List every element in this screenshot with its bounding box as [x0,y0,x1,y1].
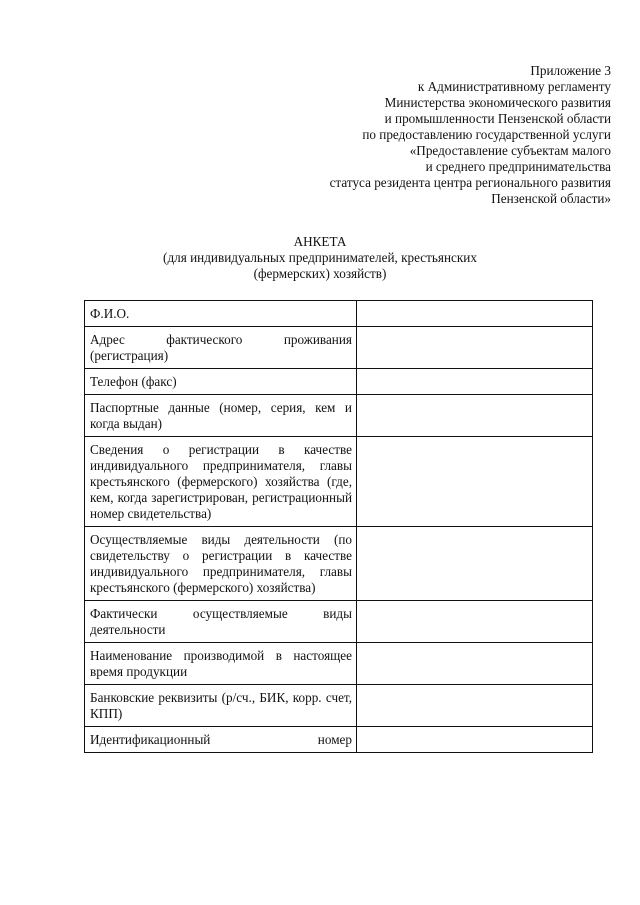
table-row [85,643,593,685]
field-value-registration-info[interactable] [357,437,593,527]
field-value-identification-number[interactable] [357,727,593,753]
field-label-address: Адрес фактического проживания (регистрация) [85,327,357,369]
appendix-line: по предоставлению государственной услуги [362,127,611,142]
questionnaire-table [84,300,593,753]
field-value-full-name[interactable] [357,301,593,327]
table-row [85,601,593,643]
table-row [85,727,593,753]
field-label-actual-activities: Фактически осуществляемые виды деятельности [85,601,357,643]
appendix-line: Приложение 3 [530,63,611,78]
appendix-line: и промышленности Пензенской области [384,111,611,126]
field-value-passport[interactable] [357,395,593,437]
field-value-phone[interactable] [357,369,593,395]
field-label-passport: Паспортные данные (номер, серия, кем и когда выдан) [85,395,357,437]
appendix-line: и среднего предпринимательства [425,159,611,174]
appendix-header [330,63,611,207]
appendix-line: к Административному регламенту [417,79,611,94]
form-title: АНКЕТА [293,234,347,249]
table-row [85,327,593,369]
field-label-declared-activities: Осуществляемые виды деятельности (по свидетельству о регистрации в качестве индивидуального предпринимателя, главы крестьянского (фермерского) хозяйства) [85,527,357,601]
field-label-products: Наименование производимой в настоящее время продукции [85,643,357,685]
form-subtitle-line-2: (фермерских) хозяйств) [253,266,387,281]
field-value-products[interactable] [357,643,593,685]
field-label-full-name: Ф.И.О. [85,301,357,327]
appendix-line: статуса резидента центра регионального развития [329,175,611,190]
field-value-address[interactable] [357,327,593,369]
form-subtitle-line-1: (для индивидуальных предпринимателей, крестьянских [163,250,477,265]
table-row [85,369,593,395]
field-label-identification-number: Идентификационный номер [85,727,357,753]
appendix-line: Пензенской области» [491,191,611,206]
table-row [85,301,593,327]
field-label-registration-info: Сведения о регистрации в качестве индивидуального предпринимателя, главы крестьянского (фермерского) хозяйства (где, кем, когда зарегистрирован, регистрационный номер свидетельства) [85,437,357,527]
field-label-bank-details: Банковские реквизиты (р/сч., БИК, корр. счет, КПП) [85,685,357,727]
appendix-line: «Предоставление субъектам малого [409,143,611,158]
field-label-phone: Телефон (факс) [85,369,357,395]
field-value-actual-activities[interactable] [357,601,593,643]
form-heading [0,234,640,282]
table-row [85,437,593,527]
appendix-line: Министерства экономического развития [384,95,611,110]
table-row [85,685,593,727]
table-row [85,527,593,601]
table-row [85,395,593,437]
field-value-declared-activities[interactable] [357,527,593,601]
field-value-bank-details[interactable] [357,685,593,727]
